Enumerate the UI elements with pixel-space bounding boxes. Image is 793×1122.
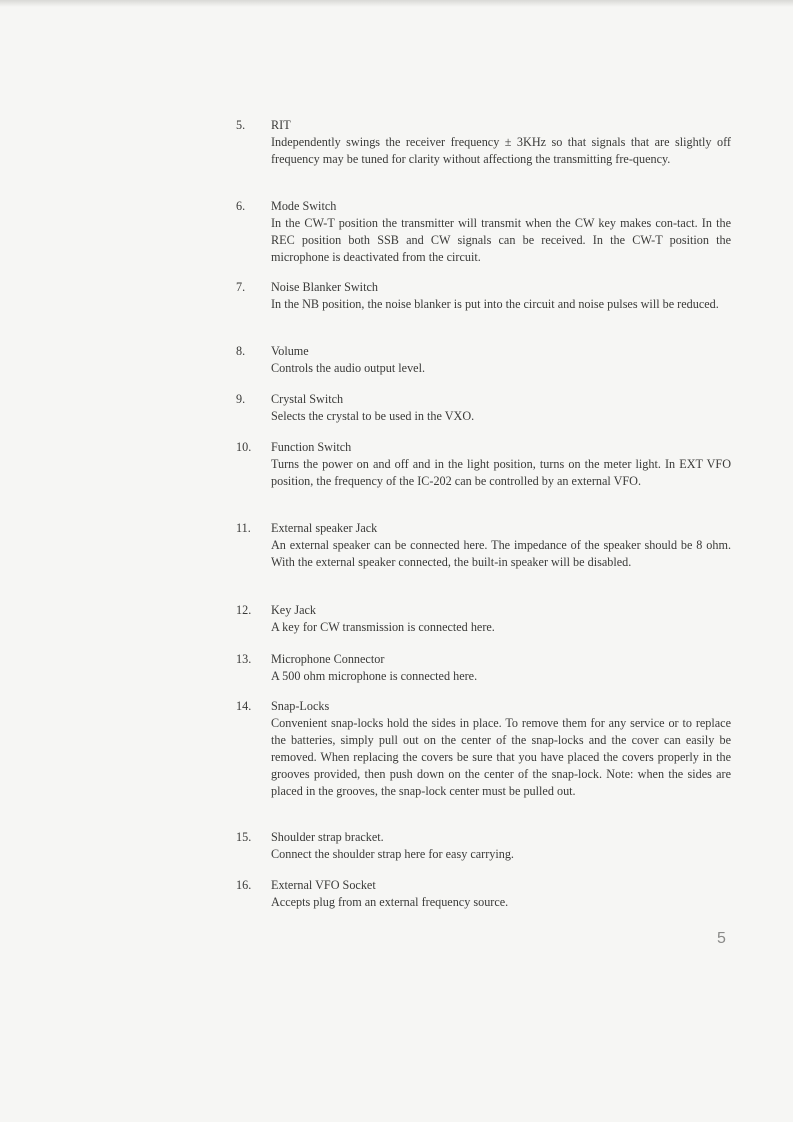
item-description: Controls the audio output level.: [271, 361, 426, 375]
list-item-key-jack: [236, 602, 731, 636]
item-number: 8.: [236, 344, 246, 358]
item-title: Crystal Switch: [271, 392, 344, 406]
list-item-external-vfo-socket: [236, 877, 731, 911]
item-description: Turns the power on and off and in the light position, turns on the meter light. In EXT VFO position, the frequency of the IC-202 can be controlled by an external VFO.: [271, 457, 731, 488]
item-title: Noise Blanker Switch: [271, 280, 378, 294]
list-item-noise-blanker-switch: [236, 279, 731, 313]
item-number: 15.: [236, 830, 252, 844]
item-title: Key Jack: [271, 603, 317, 617]
item-number: 5.: [236, 118, 246, 132]
item-title: Volume: [271, 344, 309, 358]
item-description: In the NB position, the noise blanker is put into the circuit and noise pulses will be reduced.: [271, 297, 719, 311]
item-description: A key for CW transmission is connected here.: [271, 620, 495, 634]
item-title: Snap-Locks: [271, 699, 330, 713]
item-number: 6.: [236, 199, 246, 213]
list-item-function-switch: [236, 439, 731, 490]
list-item-microphone-connector: [236, 651, 731, 685]
item-description: Connect the shoulder strap here for easy carrying.: [271, 847, 514, 861]
list-item-shoulder-strap-bracket: [236, 829, 731, 863]
list-item-snap-locks: [236, 698, 731, 800]
page-number: 5: [717, 930, 726, 947]
item-title: Microphone Connector: [271, 652, 385, 666]
item-number: 16.: [236, 878, 252, 892]
item-number: 9.: [236, 392, 246, 406]
item-number: 11.: [236, 521, 251, 535]
list-item-volume: [236, 343, 731, 377]
list-item-rit: [236, 117, 731, 168]
item-description: An external speaker can be connected here. The impedance of the speaker should be 8 ohm. With the external speaker connected, the built-in speaker will be disabled.: [271, 538, 731, 569]
item-number: 7.: [236, 280, 246, 294]
item-description: Accepts plug from an external frequency source.: [271, 895, 509, 909]
item-title: External VFO Socket: [271, 878, 376, 892]
item-title: Shoulder strap bracket.: [271, 830, 384, 844]
item-title: RIT: [271, 118, 291, 132]
item-description: Convenient snap-locks hold the sides in place. To remove them for any service or to replace the batteries, simply pull out on the center of the snap-locks and the cover can easily be removed. When replacing the covers be sure that you have placed the covers properly in the grooves provided, then push down on the center of the snap-lock. Note: when the sides are placed in the grooves, the snap-lock center must be pulled out.: [271, 716, 731, 798]
scan-edge-shadow: [0, 0, 793, 7]
item-number: 13.: [236, 652, 252, 666]
item-description: In the CW-T position the transmitter will transmit when the CW key makes con-tact. In the REC position both SSB and CW signals can be received. In the CW-T position the microphone is deactivated from the circuit.: [271, 216, 731, 264]
list-item-mode-switch: [236, 198, 731, 266]
item-description: A 500 ohm microphone is connected here.: [271, 669, 478, 683]
item-number: 10.: [236, 440, 252, 454]
item-number: 12.: [236, 603, 252, 617]
item-description: Selects the crystal to be used in the VXO.: [271, 409, 475, 423]
list-item-crystal-switch: [236, 391, 731, 425]
item-title: Mode Switch: [271, 199, 337, 213]
item-title: Function Switch: [271, 440, 352, 454]
item-description: Independently swings the receiver frequency ± 3KHz so that signals that are slightly off frequency may be tuned for clarity without affectiong the transmitting fre-quency.: [271, 135, 731, 166]
list-item-external-speaker-jack: [236, 520, 731, 571]
item-title: External speaker Jack: [271, 521, 378, 535]
item-number: 14.: [236, 699, 252, 713]
